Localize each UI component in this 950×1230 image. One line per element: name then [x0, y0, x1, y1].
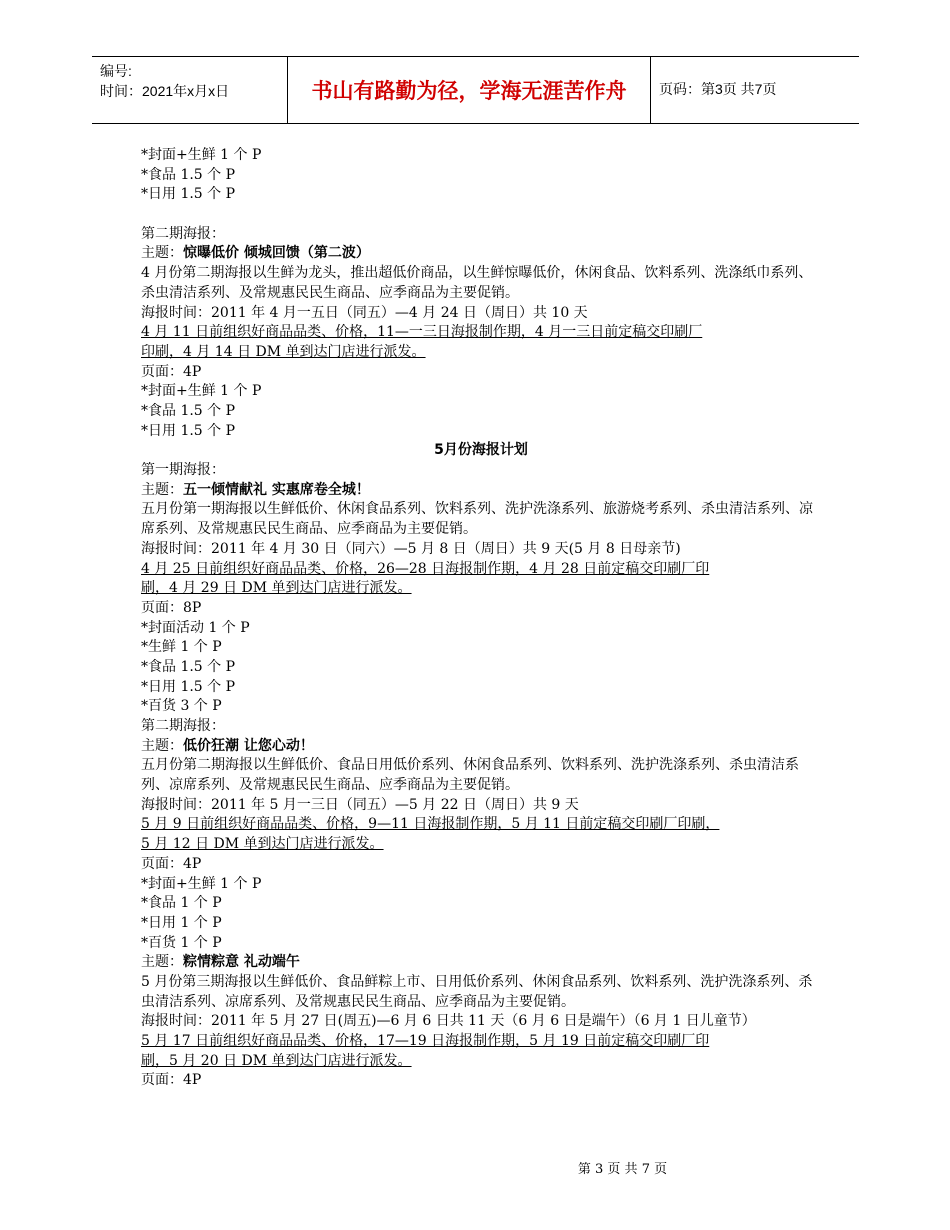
list-item: *百货 1 个 P: [141, 934, 222, 951]
description: 五月份第二期海报以生鲜低价、食品日用低价系列、休闲食品系列、饮料系列、洗护洗涤系列、杀虫清洁系列、凉席系列、及常规惠民民生商品、应季商品为主要促销。: [141, 757, 799, 794]
schedule-line: 5 月 12 日 DM 单到达门店进行派发。: [141, 836, 384, 853]
theme-text: 低价狂潮 让您心动！: [183, 737, 314, 754]
theme-text: 惊曝低价 倾城回馈（第二波）: [183, 245, 370, 262]
poster-time: 海报时间：2011 年 5 月一三日（同五）—5 月 22 日（周日）共 9 天: [141, 796, 579, 813]
schedule-line: 4 月 25 日前组织好商品品类、价格，26—28 日海报制作期，4 月 28 日前定稿交印刷厂印: [141, 560, 710, 577]
schedule-line: 刷，5 月 20 日 DM 单到达门店进行派发。: [141, 1052, 412, 1069]
header-motto: 书山有路勤为径，学海无涯苦作舟: [287, 57, 651, 123]
theme-line: [141, 737, 821, 757]
list-item: *封面活动 1 个 P: [141, 619, 250, 636]
theme-prefix: 主题：: [141, 245, 183, 262]
list-item: *百货 3 个 P: [141, 698, 222, 715]
page-header: [92, 56, 859, 124]
theme-prefix: 主题：: [141, 737, 183, 754]
pages-line: 页面：4P: [141, 363, 202, 380]
section-title: 第二期海报：: [141, 225, 225, 242]
section-title: 第一期海报：: [141, 462, 225, 479]
list-item: *封面+生鲜 1 个 P: [141, 147, 262, 163]
list-item: *日用 1.5 个 P: [141, 186, 236, 203]
section-title: 第二期海报：: [141, 718, 225, 734]
theme-line: [141, 244, 821, 264]
list-item: *日用 1.5 个 P: [141, 678, 236, 695]
header-page-number: 页码：第3页 共7页: [659, 81, 777, 97]
pages-line: 页面：8P: [141, 599, 202, 616]
poster-time: 海报时间：2011 年 4 月一五日（同五）—4 月 24 日（周日）共 10 天: [141, 304, 588, 321]
theme-prefix: 主题：: [141, 954, 183, 971]
list-item: *食品 1.5 个 P: [141, 658, 236, 675]
list-item: *封面+生鲜 1 个 P: [141, 875, 262, 892]
list-item: *封面+生鲜 1 个 P: [141, 383, 262, 400]
document-body: [141, 146, 821, 1091]
schedule-line: 5 月 17 日前组织好商品品类、价格，17—19 日海报制作期，5 月 19 日前定稿交印刷厂印: [141, 1033, 710, 1050]
list-item: *生鲜 1 个 P: [141, 639, 222, 656]
header-meta: [100, 61, 229, 101]
schedule-line: 4 月 11 日前组织好商品品类、价格，11—一三日海报制作期，4 月一三日前定稿交印刷厂: [141, 324, 703, 341]
description: 5 月份第三期海报以生鲜低价、食品鲜粽上市、日用低价系列、休闲食品系列、饮料系列、洗护洗涤系列、杀虫清洁系列、凉席系列、及常规惠民民生商品、应季商品为主要促销。: [141, 973, 813, 1010]
document-time-label: 时间：2021年x月x日: [100, 83, 230, 99]
list-item: *食品 1.5 个 P: [141, 166, 236, 183]
theme-line: [141, 481, 821, 501]
theme-text: 粽情粽意 礼动端午: [183, 954, 300, 971]
theme-line: [141, 953, 821, 973]
schedule-line: 刷，4 月 29 日 DM 单到达门店进行派发。: [141, 580, 412, 597]
schedule-line: 印刷，4 月 14 日 DM 单到达门店进行派发。: [141, 343, 426, 360]
list-item: *食品 1.5 个 P: [141, 402, 236, 419]
list-item: *日用 1.5 个 P: [141, 422, 236, 439]
pages-line: 页面：4P: [141, 1072, 202, 1089]
theme-prefix: 主题：: [141, 481, 183, 498]
page-footer: 第 3 页 共 7 页: [577, 1162, 668, 1177]
list-item: *日用 1 个 P: [141, 914, 222, 931]
schedule-line: 5 月 9 日前组织好商品品类、价格，9—11 日海报制作期，5 月 11 日前定稿交印刷厂印刷，: [141, 816, 720, 833]
pages-line: 页面：4P: [141, 855, 202, 872]
poster-time: 海报时间：2011 年 5 月 27 日(周五)—6 月 6 日共 11 天（6 月 6 日是端午）（6 月 1 日儿童节）: [141, 1013, 756, 1030]
description: 五月份第一期海报以生鲜低价、休闲食品系列、饮料系列、洗护洗涤系列、旅游烧考系列、杀虫清洁系列、凉席系列、及常规惠民民生商品、应季商品为主要促销。: [141, 501, 813, 538]
list-item: *食品 1 个 P: [141, 895, 222, 912]
may-plan-heading: 5月份海报计划: [434, 442, 528, 459]
poster-time: 海报时间：2011 年 4 月 30 日（同六）—5 月 8 日（周日）共 9 天(5 月 8 日母亲节): [141, 540, 681, 557]
description: 4 月份第二期海报以生鲜为龙头，推出超低价商品，以生鲜惊曝低价，休闲食品、饮料系列、洗涤纸巾系列、杀虫清洁系列、及常规惠民民生商品、应季商品为主要促销。: [141, 265, 813, 301]
document-number-label: 编号:: [100, 63, 132, 79]
theme-text: 五一倾情献礼 实惠席卷全城！: [183, 481, 370, 498]
